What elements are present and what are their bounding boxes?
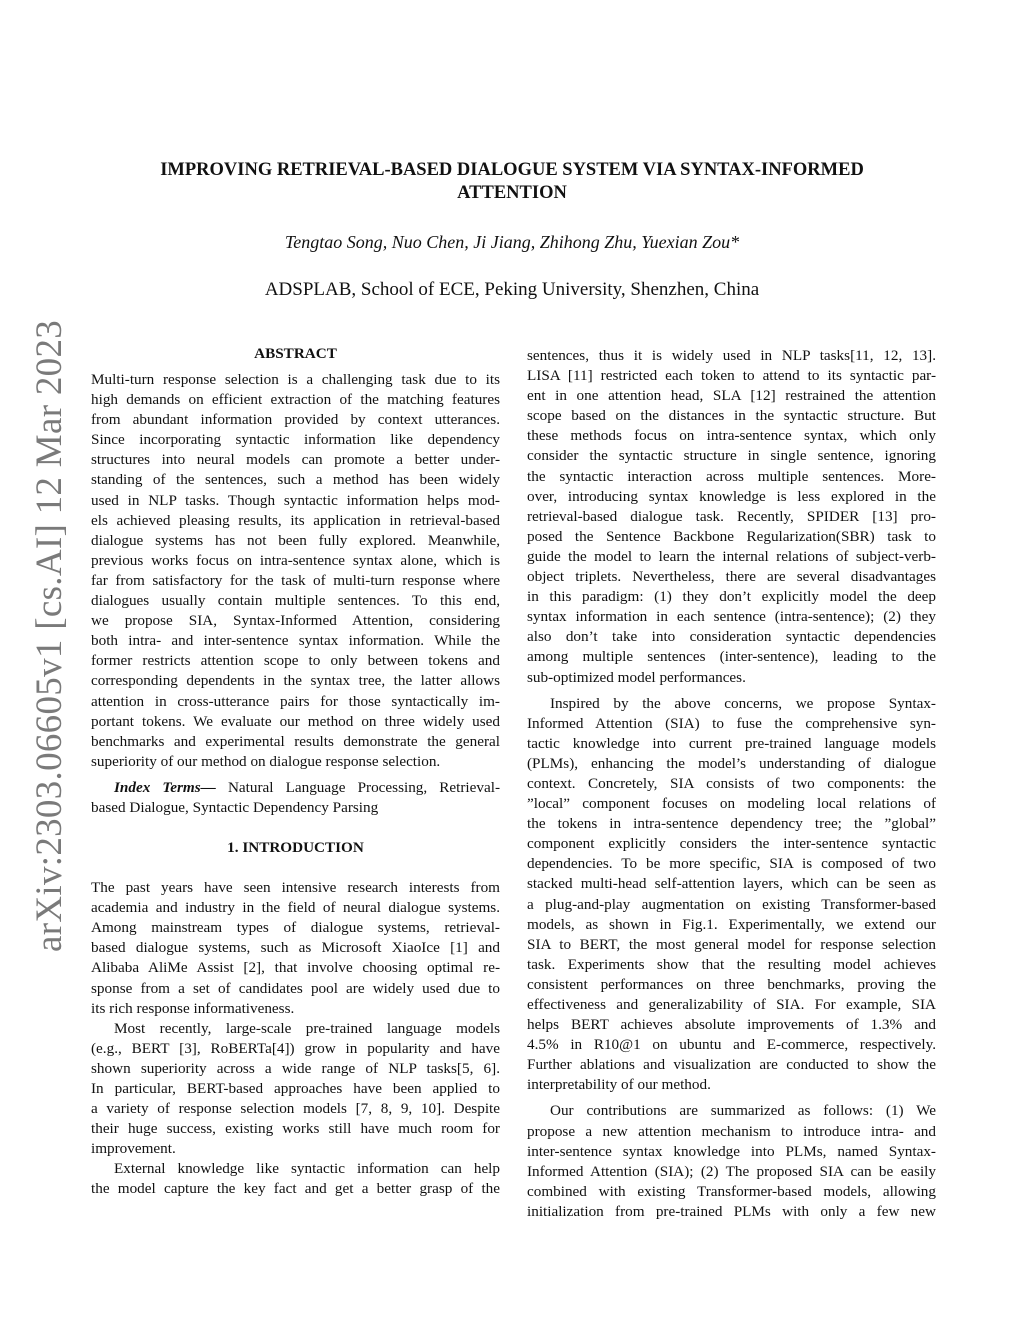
intro-paragraph-3	[91, 1159, 500, 1199]
body-line: (PLMs), enhancing the model’s understanding of dialogue	[527, 754, 936, 772]
abstract-heading: ABSTRACT	[254, 345, 337, 362]
body-line: In particular, BERT-based approaches have been applied to	[91, 1080, 500, 1097]
body-line: object triplets. Nevertheless, there are several disadvantages	[527, 568, 936, 586]
abstract-line: far from satisfactory for the task of multi-turn response where	[91, 571, 500, 589]
body-line: Informed Attention (SIA) to fuse the comprehensive syn-	[527, 714, 936, 732]
body-line: sentences, thus it is widely used in NLP tasks[11, 12, 13].	[527, 347, 936, 364]
intro-paragraph-1	[91, 878, 500, 1019]
body-line: improvement.	[91, 1140, 176, 1158]
abstract-line: Multi-turn response selection is a challenging task due to its	[91, 371, 500, 388]
title-line-2: ATTENTION	[457, 183, 567, 203]
body-line: Among mainstream types of dialogue systems, retrieval-	[91, 919, 500, 937]
body-line: 4.5% in R10@1 on ubuntu and E-commerce, respectively.	[527, 1036, 936, 1054]
abstract-line: dialogue systems has not been fully explored. Meanwhile,	[91, 531, 500, 549]
body-line: SIA to BERT, the most general model for response selection	[527, 935, 936, 953]
body-line: context. Concretely, SIA consists of two components: the	[527, 774, 936, 792]
abstract-line: corresponding dependents in the syntax tree, the latter allows	[91, 672, 500, 690]
body-line: also don’t take into consideration syntactic dependencies	[527, 628, 936, 646]
abstract-line: structures into neural models can promote a better under-	[91, 451, 500, 469]
abstract-line: standing of the sentences, such a method has been widely	[91, 471, 500, 489]
abstract-line: Since incorporating syntactic information like dependency	[91, 431, 500, 449]
introduction-heading: 1. INTRODUCTION	[227, 839, 364, 857]
body-line: academia and industry in the field of neural dialogue systems.	[91, 899, 500, 917]
author-list: Tengtao Song, Nuo Chen, Ji Jiang, Zhihong Zhu, Yuexian Zou*	[284, 232, 740, 252]
left-column	[91, 344, 500, 1200]
affiliation: ADSPLAB, School of ECE, Peking University, Shenzhen, China	[264, 279, 760, 300]
abstract-line: used in NLP tasks. Though syntactic information helps mod-	[91, 491, 500, 509]
title-line-1: IMPROVING RETRIEVAL-BASED DIALOGUE SYSTEM VIA SYNTAX-INFORMED	[160, 160, 864, 180]
abstract-line: els achieved pleasing results, its application in retrieval-based	[91, 511, 500, 529]
body-line: their huge success, existing works still have much room for	[91, 1120, 500, 1138]
body-line: Alibaba AliMe Assist [2], that involve choosing optimal re-	[91, 959, 500, 977]
abstract-line: both intra- and inter-sentence syntax information. While the	[91, 632, 500, 650]
body-line: The past years have seen intensive research interests from	[91, 879, 500, 897]
body-line: a variety of response selection models [7, 8, 9, 10]. Despite	[91, 1100, 500, 1118]
body-line: effectiveness and generalizability of SIA. For example, SIA	[527, 996, 936, 1013]
right-column	[527, 346, 936, 1222]
body-line: Our contributions are summarized as follows: (1) We	[550, 1102, 936, 1120]
body-line: sponse from a set of candidates pool are widely used due to	[91, 979, 500, 997]
body-line: initialization from pre-trained PLMs with only a few new	[527, 1202, 936, 1220]
abstract-line: high demands on efficient extraction of the matching features	[91, 391, 500, 409]
body-line: the model capture the key fact and get a better grasp of the	[91, 1180, 500, 1198]
body-line: models, as shown in Fig.1. Experimentally, we extend our	[527, 915, 936, 933]
abstract-line: portant tokens. We evaluate our method on three widely used	[91, 712, 500, 730]
body-line: among multiple sentences (inter-sentence), leading to the	[527, 648, 936, 666]
abstract-line: dialogues usually contain multiple sentences. To this end,	[91, 592, 500, 610]
body-line: External knowledge like syntactic information can help	[114, 1160, 500, 1178]
body-line: in this paradigm: (1) they don’t explicitly model the deep	[527, 588, 936, 606]
body-line: helps BERT achieves absolute improvements of 1.3% and	[527, 1016, 936, 1034]
index-terms-label: Index Terms—	[114, 778, 216, 796]
body-line: propose a new attention mechanism to introduce intra- and	[527, 1122, 936, 1140]
abstract-line: attention in cross-utterance pairs for those syntactically im-	[91, 692, 500, 710]
body-line: guide the model to learn the internal relations of subject-verb-	[527, 547, 936, 565]
body-line: shown superiority across a wide range of NLP tasks[5, 6].	[91, 1059, 500, 1077]
body-line: LISA [11] restricted each token to attend to its syntactic par-	[527, 367, 936, 385]
body-line: dependencies. To be more specific, SIA is composed of two	[527, 855, 936, 873]
body-line: inter-sentence syntax knowledge into PLMs, named Syntax-	[527, 1142, 936, 1160]
body-line: based dialogue systems, such as Microsoft XiaoIce [1] and	[91, 939, 500, 957]
right-paragraph-1	[527, 346, 936, 688]
abstract-line: benchmarks and experimental results demonstrate the general	[91, 732, 500, 750]
right-paragraph-3	[527, 1101, 936, 1222]
abstract-line: we propose SIA, Syntax-Informed Attention, considering	[91, 612, 500, 630]
body-line: consider the syntactic structure in single sentence, ignoring	[527, 447, 936, 465]
body-line: scope based on the distances in the syntactic structure. But	[527, 407, 936, 425]
paper-title	[110, 159, 914, 205]
body-line: the syntactic interaction across multiple sentences. More-	[527, 467, 936, 485]
body-line: tactic knowledge into current pre-trained language models	[527, 734, 936, 752]
right-paragraph-2	[527, 694, 936, 1096]
body-line: task. Experiments show that the resulting model achieves	[527, 955, 936, 973]
intro-paragraph-2	[91, 1019, 500, 1160]
body-line: syntax information in each sentence (intra-sentence); (2) they	[527, 608, 936, 626]
body-line: sub-optimized model performances.	[527, 668, 746, 686]
body-line: component explicitly considers the inter-sentence syntactic	[527, 835, 936, 853]
body-line: Most recently, large-scale pre-trained language models	[114, 1019, 500, 1037]
body-line: the tokens in intra-sentence dependency tree; the ”global”	[527, 815, 936, 833]
index-terms-line	[91, 778, 500, 798]
body-line: ”local” component focuses on modeling local relations of	[527, 795, 936, 813]
index-terms-text: Natural Language Processing, Retrieval-	[227, 778, 500, 796]
body-line: interpretability of our method.	[527, 1076, 711, 1094]
body-line: these methods focus on intra-sentence syntax, which only	[527, 427, 936, 445]
body-line: stacked multi-head self-attention layers, which can be seen as	[527, 875, 936, 893]
abstract-line: previous works focus on intra-sentence syntax alone, which is	[91, 551, 500, 569]
index-terms	[91, 778, 500, 818]
body-line: ent in one attention head, SLA [12] restrained the attention	[527, 387, 936, 405]
body-line: retrieval-based dialogue task. Recently, SPIDER [13] pro-	[527, 507, 936, 525]
body-line: combined with existing Transformer-based models, allowing	[527, 1182, 936, 1200]
body-line: consistent performances on three benchmarks, proving the	[527, 975, 936, 993]
body-line: Inspired by the above concerns, we propose Syntax-	[550, 694, 936, 712]
abstract-line: superiority of our method on dialogue response selection.	[91, 752, 441, 770]
index-terms-line: based Dialogue, Syntactic Dependency Parsing	[91, 798, 379, 816]
abstract-line: former restricts attention scope to only between tokens and	[91, 652, 500, 670]
arxiv-side-stamp: arXiv:2303.06605v1 [cs.AI] 12 Mar 2023	[29, 319, 70, 952]
body-line: Informed Attention (SIA); (2) The proposed SIA can be easily	[527, 1162, 936, 1180]
abstract-line: from abundant information provided by context utterances.	[91, 411, 500, 429]
body-line: (e.g., BERT [3], RoBERTa[4]) grow in popularity and have	[91, 1039, 500, 1057]
body-line: a plug-and-play augmentation on existing Transformer-based	[527, 895, 936, 913]
body-line: its rich response informativeness.	[91, 999, 295, 1017]
body-line: Further ablations and visualization are conducted to show the	[527, 1056, 936, 1074]
body-line: over, introducing syntax knowledge is less explored in the	[527, 487, 936, 505]
abstract-body	[91, 370, 500, 772]
body-line: posed the Sentence Backbone Regularization(SBR) task to	[527, 527, 936, 545]
